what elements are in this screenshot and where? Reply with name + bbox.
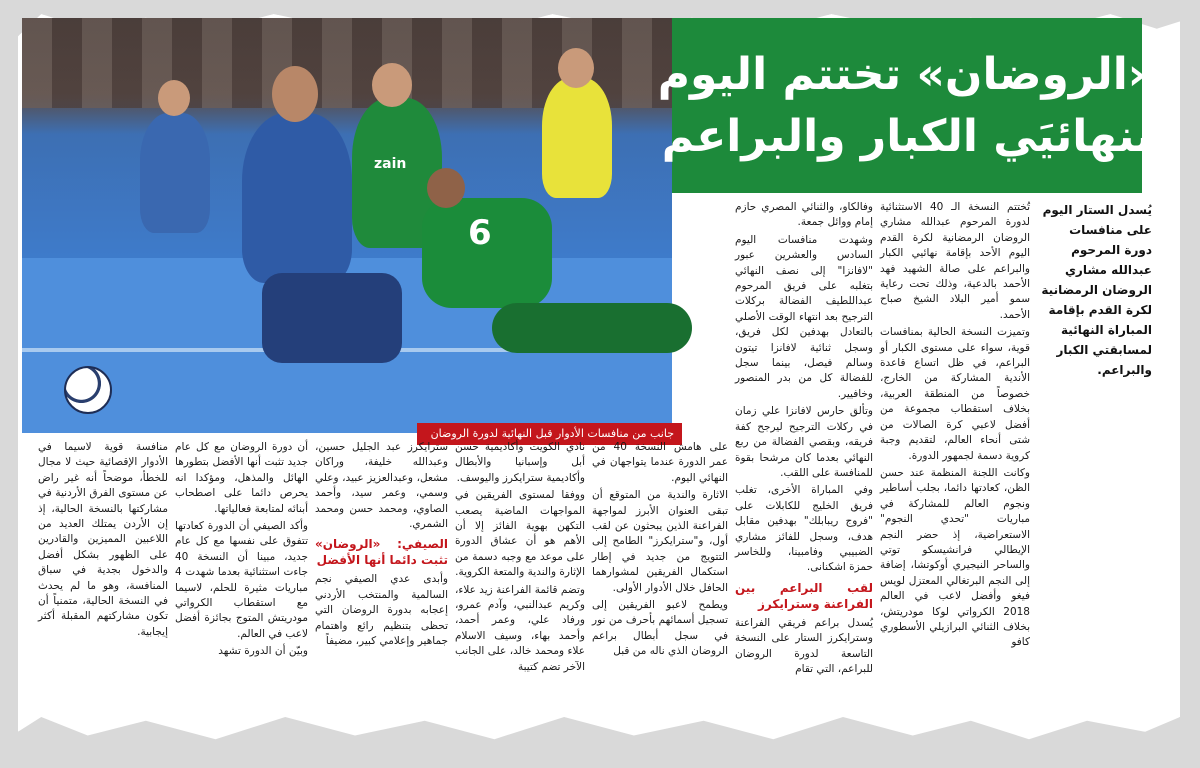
subheading-cubs: لقب البراعم بين الفراعنة وسترايكرز	[735, 580, 873, 611]
article-column-5	[315, 440, 448, 725]
jersey-number: 6	[468, 213, 492, 253]
sponsor-logo: zain	[374, 156, 407, 172]
paragraph: منافسة قوية لاسيما في الأدوار الإقصائية حيث لا مجال للخطأ، موضحاً أنه غير راض عن مستوى الفرق الأردنية في مشاركتها بالنسخة الحالية، إذ إن الأردن يمتلك العديد من اللاعبين المميزين والقادرين على الظهور بشكل أفضل والدخول بجدية في سباق المنافسة، وهو ما لم يحدث في النسخة الحالية، متمنياً أن تكون مشاركتهم المقبلة أكثر إيجابية.	[38, 441, 168, 638]
paragraph: وتضم قائمة الفراعنة زيد علاء، وكريم عبدالنبي، وآدم عمرو، ورفاد علي، وعمر أحمد، وأحمد بهاء، وسيف الاسلام علاء ومحمد خالد، على الجانب الآخر تضم كتيبة	[455, 583, 585, 673]
photo-caption: جانب من منافسات الأدوار قبل النهائية لدورة الروضان	[417, 423, 682, 445]
player-green-front-legs	[492, 303, 692, 353]
paragraph: سترايكرز عبد الجليل حسين، وعبدالله خليفة، وراكان مشعل، وعبدالعزيز عبيد، وعلي وسمي، وعمر سيد، وأحمد الصاوي، ومحمد حسن ومحمد الشمري.	[315, 441, 448, 531]
player-blue-main-head	[272, 66, 318, 122]
referee-figure	[542, 78, 612, 198]
paragraph: وشهدت منافسات اليوم السادس والعشرين عبور "لافانزا" إلى نصف النهائي بتغلبه على فريق المرحوم عبداللطيف الفضالة بركلات الترجيح بعد انتهاء الوقت الأصلي بالتعادل بهدفين لكل فريق، وسجل ثنائية لافانزا تيتون وسالم فيصل، بينما سجل للفضالة كل من بدر المنصور وخافيير.	[735, 233, 873, 400]
article-column-2	[735, 200, 873, 725]
player-blue-main-legs	[262, 273, 402, 363]
paragraph: ووفقا لمستوى الفريقين في المواجهات الماضية يصعب التكهن بهوية الفائز إلا أن الأهم هو أن عشاق الدورة على موعد مع وجبه دسمة من الإثارة والندية والمتعة الكروية.	[455, 489, 585, 579]
paragraph: ويطمح لاعبو الفريقين إلى تسجيل أسمائهم بأحرف من نور في سجل أبطال براعم الروضان الذي ناله من قبل	[592, 599, 728, 658]
paragraph: وأبدى عدي الصيفي نجم السالمية والمنتخب الأردني إعجابه بدورة الروضان التي تحظى بتنظيم رائع واهتمام جماهير وإعلامي كبير، مضيفاً	[315, 573, 448, 648]
paragraph: وفالكاو، والثنائي المصري حازم إمام ووائل جمعة.	[735, 201, 873, 229]
player-blue-left-head	[158, 80, 190, 116]
paragraph: وتألق حارس لافانزا علي زمان في ركلات الترجيح ليرجح كفة فريقه، وبقصي الفضالة من ربع النهائي بعدما كان مرشحا بقوة للمنافسة على اللقب.	[735, 405, 873, 479]
paragraph: وكانت اللجنة المنظمة عند حسن الظن، كعادتها دائما، بجلب أساطير ونجوم العالم للمشاركة في مباريات "تحدي النجوم" الاستعراضية، إذ حضر النجم الإيطالي فرانشيسكو توتي والساحر النيجيري أوكوتشا، إضافة إلى النجم البرتغالي المعتزل لويس فيغو وأفضل لاعب في العالم 2018 الكرواتي لوكا مودريتش، بخلاف الثنائي البرازيلي الأسطوري كافو	[880, 466, 1030, 649]
subheading-alsaifi: الصيفي: «الروضان» تثبت دائما أنها الأفضل	[315, 537, 448, 568]
player-green-front-head	[427, 168, 465, 208]
player-blue-main	[242, 113, 352, 283]
headline-line-2: بنهائيَي الكبار والبراعم	[661, 110, 1153, 162]
match-photo	[22, 18, 674, 440]
intro-text: يُسدل الستار اليوم على منافسات دورة المرحوم عبدالله مشاري الروضان الرمضانية لكرة القدم بإقامة المباراة النهائية لمسابقتي الكبار والبراعم.	[1041, 203, 1152, 377]
headline-box	[657, 18, 1157, 193]
paragraph: تُختتم النسخة الـ 40 الاستثنائية لدورة المرحوم عبدالله مشاري الروضان الرمضانية لكرة القدم اليوم الأحد بإقامة نهائيي الكبار والبراعم على صالة الشهيد فهد الأحمد بالدعية، وذلك تحت رعاية سمو أمير البلاد الشيخ صباح الأحمد.	[880, 201, 1030, 321]
futsal-ball	[64, 366, 112, 414]
headline-line-1: «الروضان» تختتم اليوم	[657, 48, 1157, 100]
article-column-6	[175, 440, 308, 725]
paragraph: الاثارة والندية من المتوقع أن تبقى العنوان الأبرز لمواجهة الفراعنة الذين يبحثون عن لقب أول، و"سترايكرز" الطامح إلى التتويج من جديد في إطار استكمال الفريقين لمشوارهما الحافل خلال الأدوار الأولى.	[592, 489, 728, 594]
paragraph: أن دورة الروضان مع كل عام جديد تثبت أنها الأفضل بتطورها الهائل والمذهل، ومؤكدا انه يحرص دائما على اصطحاب أبنائه لمتابعة فعالياتها.	[175, 441, 308, 515]
article-column-4	[455, 440, 585, 725]
article-column-1	[880, 200, 1030, 725]
paragraph: وبيّن أن الدورة تشهد	[218, 645, 308, 658]
referee-head	[558, 48, 594, 88]
paragraph: نادي الكويت وأكاديمية حسن أبل وإسبانيا والأبطال وأكاديمية سترايكرز واليوسف.	[455, 441, 585, 484]
paragraph: على هامش النسخة 40 من عمر الدورة عندما يتواجهان في النهائي اليوم.	[592, 441, 728, 484]
paragraph: وفي المباراة الأخرى، تغلب فريق الخليج للكابلات على "فروج ريبابلك" بهدفين مقابل هدف، وسجل للفائز مشاري الضبيبي وفامبينا، وللخاسر حمزة اشكنانى.	[735, 484, 873, 574]
paragraph: وأكد الصيفي أن الدورة كعادتها تتفوق على نفسها مع كل عام جديد، مبينا أن النسخة 40 جاءت استثنائية بعدما شهدت 4 مباريات مثيرة للحلم، لاسيما مع استقطاب الكرواتي مودريتش المتوج بجائزة أفضل لاعب في العالم.	[175, 520, 308, 640]
player-blue-left	[140, 113, 210, 233]
paragraph: وتميزت النسخة الحالية بمنافسات قوية، سواء على مستوى الكبار أو البراعم، في ظل اتساع قاعدة الأندية المشاركة من الخارج، خصوصاً من المنطقة العربية، بخلاف استقطاب مجموعة من أفضل لاعبي كرة الصالات من شتى أنحاء العالم، لتقديم وجبة كروية دسمة لجمهور الدورة.	[880, 326, 1030, 462]
article-column-7	[38, 440, 168, 725]
article-column-3	[592, 440, 728, 725]
player-green-back-head	[372, 63, 412, 107]
paragraph: يُسدل براعم فريقي الفراعنة وسترايكرز الستار على النسخة التاسعة لدورة الروضان للبراعم، التي تقام	[735, 616, 873, 675]
